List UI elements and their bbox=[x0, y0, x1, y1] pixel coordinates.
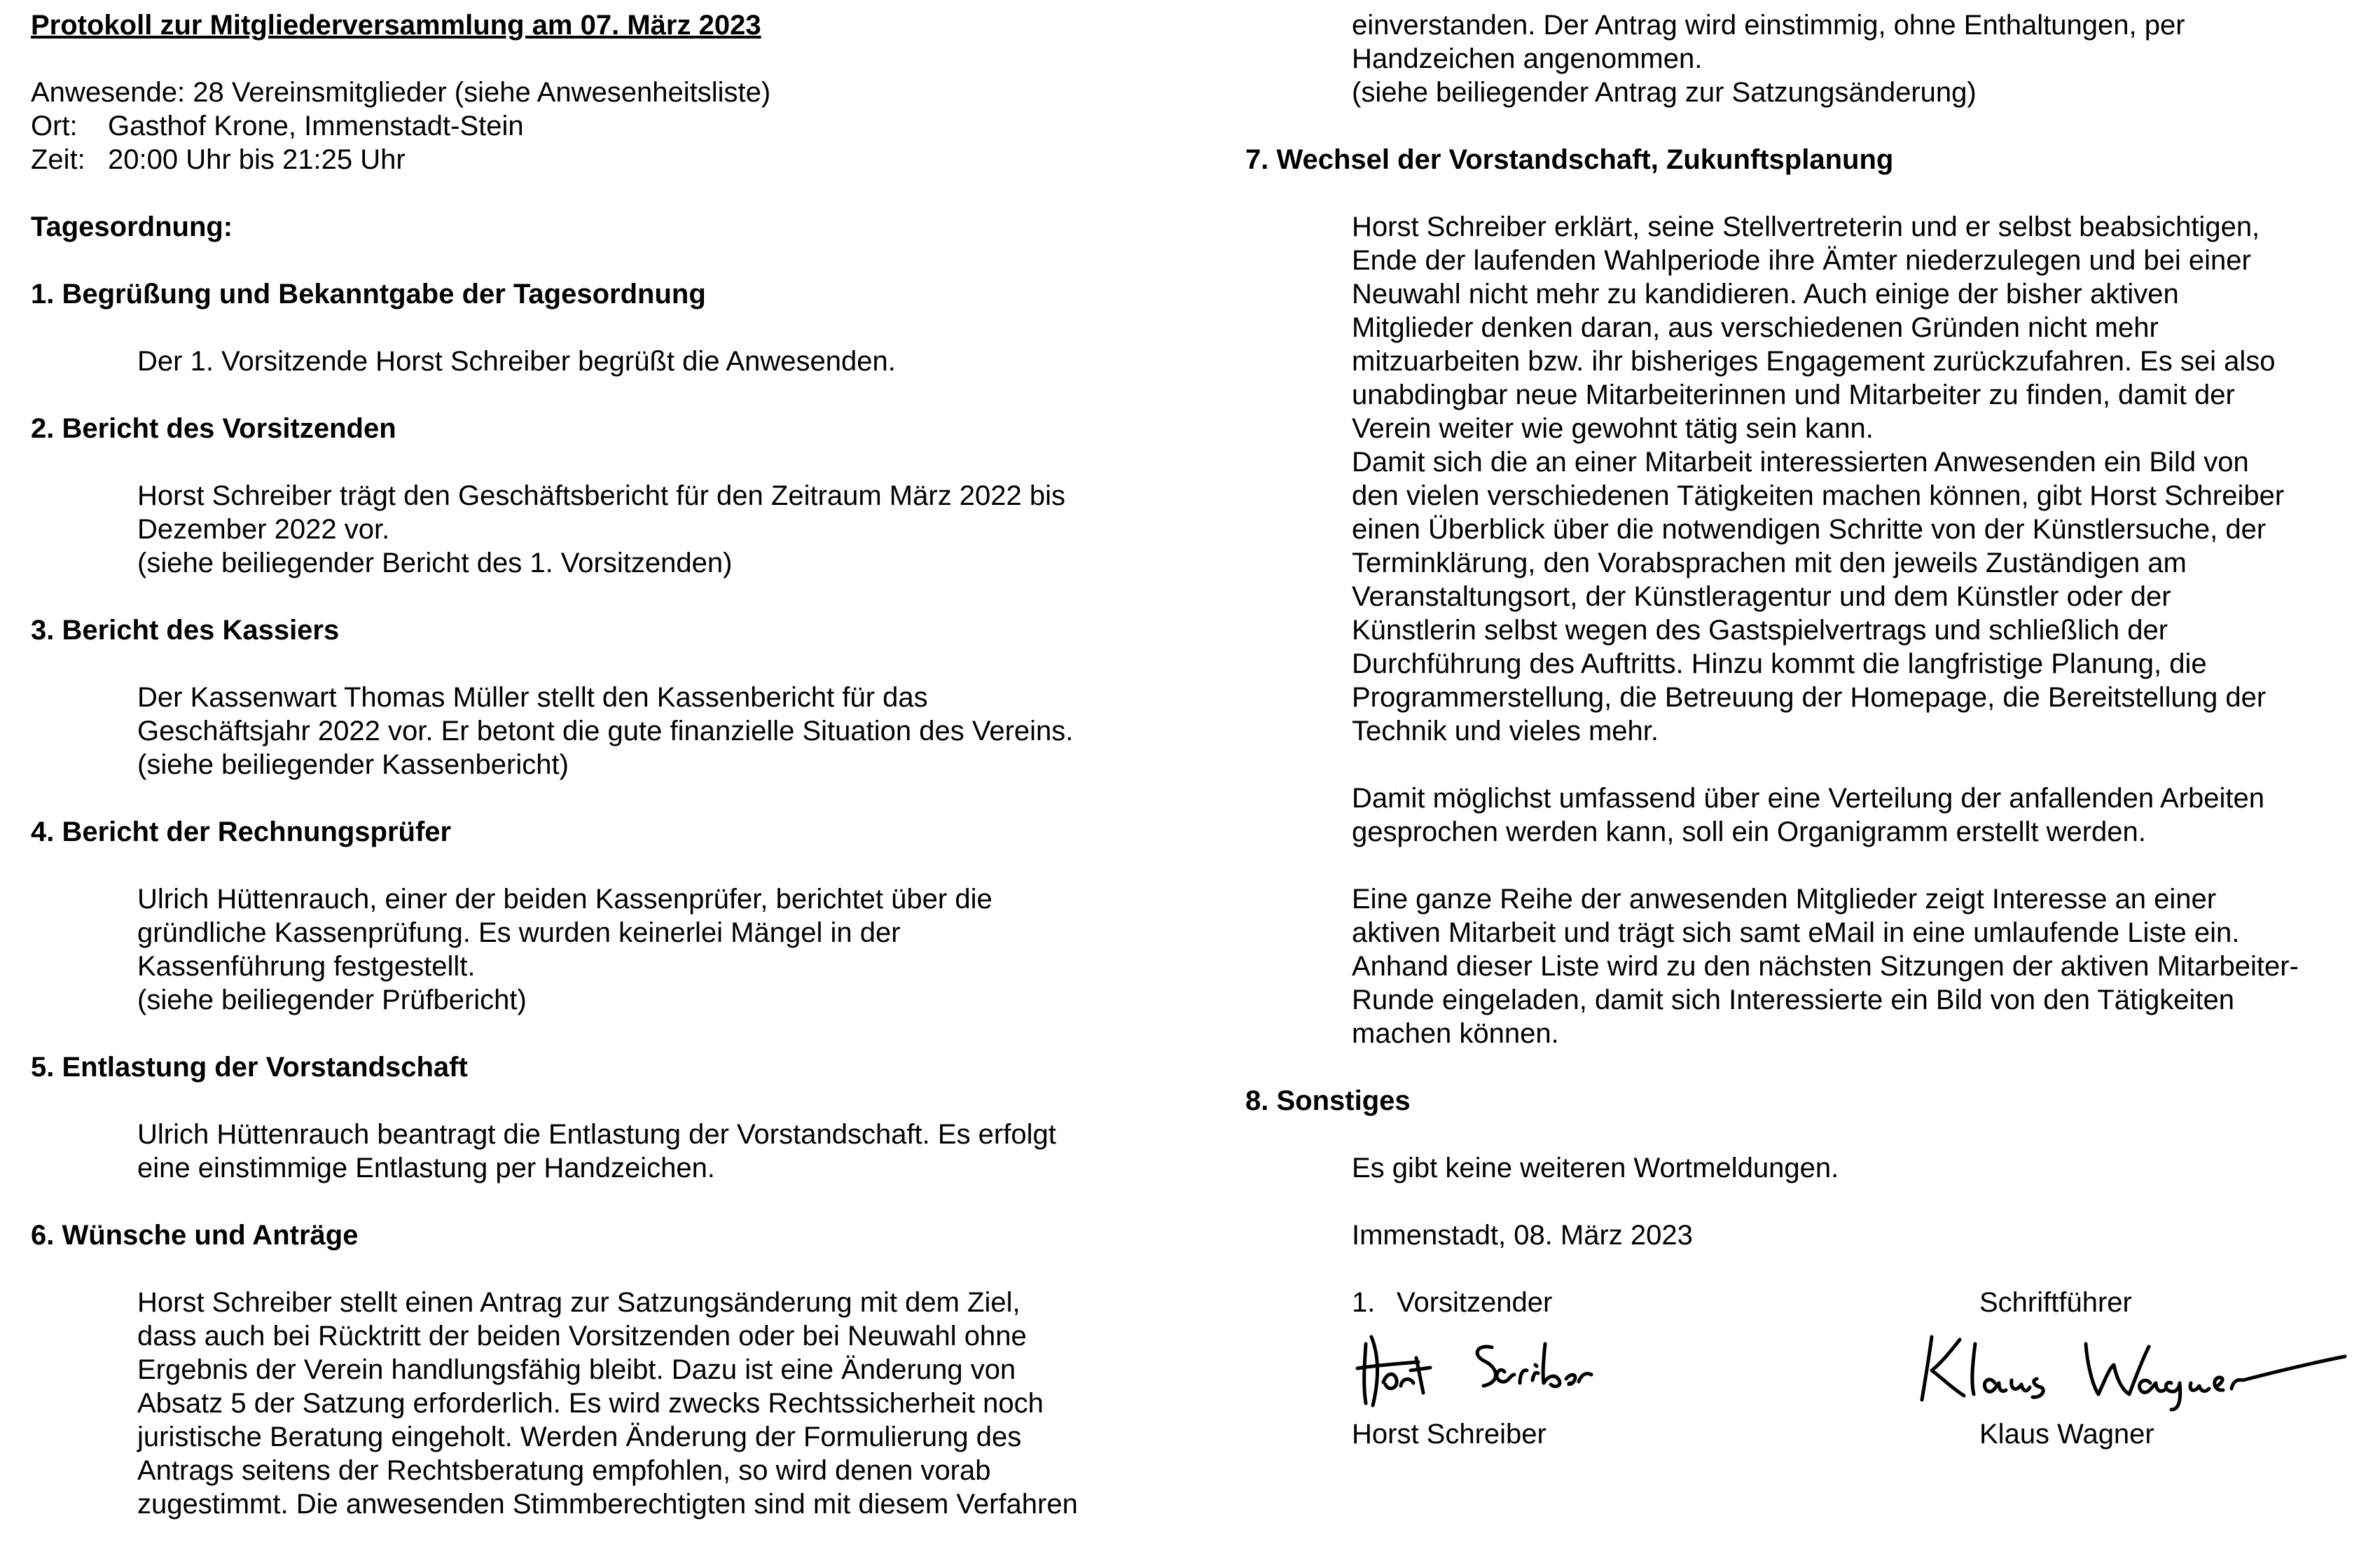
signature-klaus-wagner bbox=[1911, 1316, 2359, 1414]
signature-name-labels bbox=[1352, 1417, 2359, 1451]
section-2-line: Horst Schreiber trägt den Geschäftsbericht für den Zeitraum März 2022 bis bbox=[137, 480, 1066, 511]
location-value: Gasthof Krone, Immenstadt-Stein bbox=[108, 111, 524, 141]
section-heading-5: 5. Entlastung der Vorstandschaft bbox=[31, 1052, 468, 1083]
section-heading-2: 2. Bericht des Vorsitzenden bbox=[31, 413, 396, 444]
section-7-line: Anhand dieser Liste wird zu den nächsten Sitzungen der aktiven Mitarbeiter- bbox=[1352, 951, 2299, 982]
section-6-line: juristische Beratung eingeholt. Werden Änderung der Formulierung des bbox=[137, 1422, 1022, 1452]
spacer bbox=[31, 42, 1208, 76]
right-signer-name: Klaus Wagner bbox=[1979, 1419, 2154, 1450]
time-label: Zeit: bbox=[31, 144, 85, 175]
section-7-line: Mitglieder denken daran, aus verschiedenen Gründen nicht mehr bbox=[1352, 312, 2159, 343]
right-column bbox=[1245, 8, 2359, 1451]
section-7-line: Damit sich die an einer Mitarbeit interessierten Anwesenden ein Bild von bbox=[1352, 447, 2249, 478]
section-7-line: aktiven Mitarbeit und trägt sich samt eMail in eine umlaufende Liste ein. bbox=[1352, 917, 2240, 948]
section-7-line: machen können. bbox=[1352, 1018, 1559, 1049]
section-6-line: Ergebnis der Verein handlungsfähig bleibt. Dazu ist eine Änderung von bbox=[137, 1354, 1016, 1385]
agenda-heading: Tagesordnung: bbox=[31, 211, 233, 242]
section-heading-3: 3. Bericht des Kassiers bbox=[31, 615, 340, 646]
right-role-title: Schriftführer bbox=[1979, 1287, 2132, 1318]
section-7-line: Verein weiter wie gewohnt tätig sein kann. bbox=[1352, 413, 1874, 444]
section-8-text: Es gibt keine weiteren Wortmeldungen. bbox=[1352, 1153, 1839, 1183]
section-4-line: Kassenführung festgestellt. bbox=[137, 951, 476, 982]
section-heading-6: 6. Wünsche und Anträge bbox=[31, 1220, 359, 1251]
section-7-line: Eine ganze Reihe der anwesenden Mitglieder zeigt Interesse an einer bbox=[1352, 884, 2217, 915]
section-7-line: einen Überblick über die notwendigen Schritte von der Künstlersuche, der bbox=[1352, 514, 2267, 545]
signature-role-labels bbox=[1352, 1286, 2359, 1319]
section-1-text: Der 1. Vorsitzende Horst Schreiber begrüßt die Anwesenden. bbox=[137, 346, 896, 377]
section-6-line: Horst Schreiber stellt einen Antrag zur Satzungsänderung mit dem Ziel, bbox=[137, 1287, 1021, 1318]
section-7-line: gesprochen werden kann, soll ein Organigramm erstellt werden. bbox=[1352, 817, 2146, 847]
section-6-continuation-line: (siehe beiliegender Antrag zur Satzungsänderung) bbox=[1352, 77, 1977, 108]
left-role-title: Vorsitzender bbox=[1397, 1287, 1553, 1318]
section-7-line: Terminklärung, den Vorabsprachen mit den jeweils Zuständigen am bbox=[1352, 548, 2187, 578]
signature-horst-schreiber bbox=[1352, 1316, 1702, 1414]
section-4-line: gründliche Kassenprüfung. Es wurden keinerlei Mängel in der bbox=[137, 917, 901, 948]
signature-row bbox=[1352, 1319, 2359, 1417]
section-6-line: Absatz 5 der Satzung erforderlich. Es wird zwecks Rechtssicherheit noch bbox=[137, 1388, 1044, 1419]
section-7-line: Horst Schreiber erklärt, seine Stellvertreterin und er selbst beabsichtigen, bbox=[1352, 211, 2260, 242]
section-2-line: Dezember 2022 vor. bbox=[137, 514, 390, 545]
section-4-line: (siehe beiliegender Prüfbericht) bbox=[137, 985, 527, 1015]
attendees-line: Anwesende: 28 Vereinsmitglieder (siehe Anwesenheitsliste) bbox=[31, 77, 771, 108]
section-7-line: Durchführung des Auftritts. Hinzu kommt die langfristige Planung, die bbox=[1352, 648, 2207, 679]
section-6-line: dass auch bei Rücktritt der beiden Vorsitzenden oder bei Neuwahl ohne bbox=[137, 1321, 1027, 1352]
section-heading-7: 7. Wechsel der Vorstandschaft, Zukunftsplanung bbox=[1245, 144, 1894, 175]
section-7-line: den vielen verschiedenen Tätigkeiten machen können, gibt Horst Schreiber bbox=[1352, 480, 2285, 511]
section-7-line: Neuwahl nicht mehr zu kandidieren. Auch einige der bisher aktiven bbox=[1352, 279, 2179, 310]
left-column bbox=[31, 8, 1208, 1521]
section-7-line: Ende der laufenden Wahlperiode ihre Ämter niederzulegen und bei einer bbox=[1352, 245, 2251, 276]
left-signer-name: Horst Schreiber bbox=[1352, 1419, 1547, 1450]
time-row bbox=[31, 143, 1208, 176]
section-6-line: Antrags seitens der Rechtsberatung empfohlen, so wird denen vorab bbox=[137, 1455, 991, 1486]
section-7-line: Künstlerin selbst wegen des Gastspielvertrags und schließlich der bbox=[1352, 615, 2168, 646]
section-3-line: Geschäftsjahr 2022 vor. Er betont die gute finanzielle Situation des Vereins. bbox=[137, 716, 1074, 746]
location-label: Ort: bbox=[31, 111, 78, 141]
section-5-line: eine einstimmige Entlastung per Handzeichen. bbox=[137, 1153, 715, 1183]
section-7-line: unabdingbar neue Mitarbeiterinnen und Mitarbeiter zu finden, damit der bbox=[1352, 380, 2235, 410]
section-heading-4: 4. Bericht der Rechnungsprüfer bbox=[31, 817, 452, 847]
section-7-line: Damit möglichst umfassend über eine Verteilung der anfallenden Arbeiten bbox=[1352, 783, 2265, 814]
document-title: Protokoll zur Mitgliederversammlung am 07. März 2023 bbox=[31, 10, 761, 41]
time-value: 20:00 Uhr bis 21:25 Uhr bbox=[108, 144, 406, 175]
section-6-continuation-line: Handzeichen angenommen. bbox=[1352, 43, 1703, 74]
section-7-line: Technik und vieles mehr. bbox=[1352, 716, 1659, 746]
section-3-line: (siehe beiliegender Kassenbericht) bbox=[137, 749, 569, 780]
section-4-line: Ulrich Hüttenrauch, einer der beiden Kassenprüfer, berichtet über die bbox=[137, 884, 992, 915]
section-3-line: Der Kassenwart Thomas Müller stellt den Kassenbericht für das bbox=[137, 682, 928, 713]
section-5-line: Ulrich Hüttenrauch beantragt die Entlastung der Vorstandschaft. Es erfolgt bbox=[137, 1119, 1056, 1150]
section-6-line: zugestimmt. Die anwesenden Stimmberechtigten sind mit diesem Verfahren bbox=[137, 1489, 1078, 1520]
left-role-number: 1. bbox=[1352, 1287, 1376, 1318]
place-date: Immenstadt, 08. März 2023 bbox=[1352, 1220, 1693, 1251]
section-7-line: Programmerstellung, die Betreuung der Homepage, die Bereitstellung der bbox=[1352, 682, 2267, 713]
section-6-continuation-line: einverstanden. Der Antrag wird einstimmig, ohne Enthaltungen, per bbox=[1352, 10, 2185, 41]
section-2-line: (siehe beiliegender Bericht des 1. Vorsitzenden) bbox=[137, 548, 733, 578]
section-7-line: mitzuarbeiten bzw. ihr bisheriges Engagement zurückzufahren. Es sei also bbox=[1352, 346, 2276, 377]
left-role bbox=[1352, 1286, 1979, 1319]
section-heading-8: 8. Sonstiges bbox=[1245, 1085, 1411, 1116]
location-row bbox=[31, 109, 1208, 143]
section-7-line: Veranstaltungsort, der Künstleragentur und dem Künstler oder der bbox=[1352, 581, 2171, 612]
section-heading-1: 1. Begrüßung und Bekanntgabe der Tagesordnung bbox=[31, 279, 706, 310]
section-7-line: Runde eingeladen, damit sich Interessierte ein Bild von den Tätigkeiten bbox=[1352, 985, 2235, 1015]
